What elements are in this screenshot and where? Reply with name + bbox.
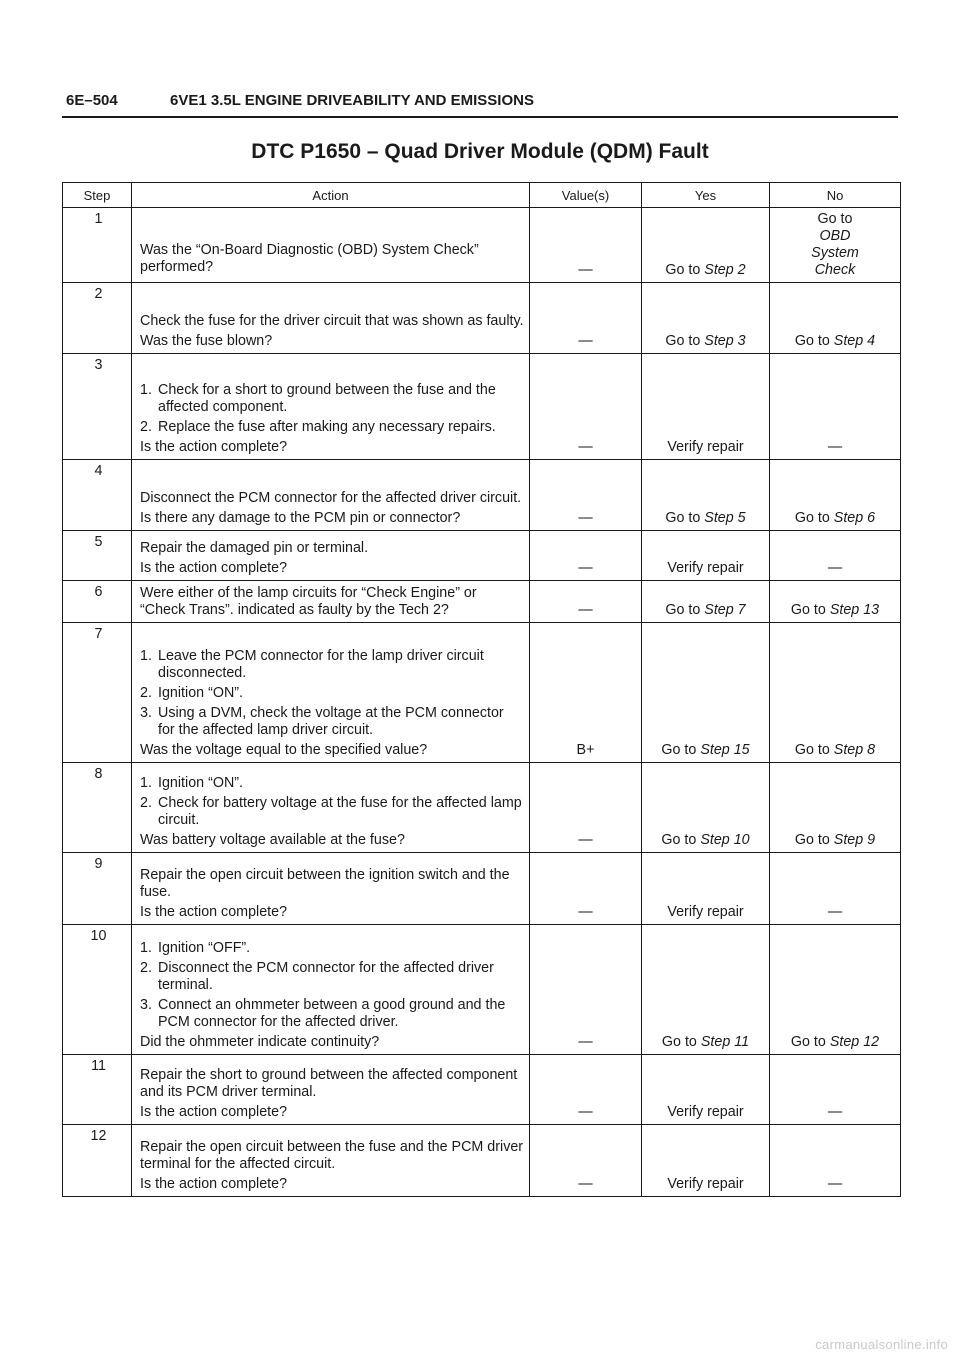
value-cell: —: [530, 1055, 642, 1125]
list-item-text: Connect an ohmmeter between a good ground and the PCM connector for the affected driver.: [158, 997, 506, 1030]
action-text: Repair the open circuit between the fuse and the PCM driver terminal for the affected circuit.: [140, 1139, 524, 1172]
no-cell: [770, 763, 901, 853]
action-question: Is the action complete?: [140, 904, 288, 920]
step-link: Step 6: [833, 510, 876, 526]
no-cell: —: [770, 1125, 901, 1197]
action-list-item: [140, 960, 524, 994]
action-question: Is the action complete?: [140, 1104, 288, 1120]
step-link: Step 15: [700, 742, 750, 758]
table-body: [63, 208, 901, 1197]
table-row: [63, 460, 901, 531]
action-question: Was battery voltage available at the fuse?: [140, 832, 405, 848]
step-link: Step 4: [833, 333, 876, 349]
list-item-number: 2.: [140, 960, 152, 976]
action-cell: [132, 531, 530, 581]
go-to-label: Go to: [790, 602, 826, 618]
action-cell: [132, 763, 530, 853]
action-question: Is the action complete?: [140, 1176, 288, 1192]
action-question: Was the fuse blown?: [140, 333, 273, 349]
page-title: DTC P1650 – Quad Driver Module (QDM) Fault: [251, 140, 709, 163]
value-cell: —: [530, 763, 642, 853]
table-row: [63, 208, 901, 283]
list-item-text: Check for a short to ground between the fuse and the affected component.: [158, 382, 496, 415]
table-header-row: [63, 183, 901, 208]
value-cell: —: [530, 354, 642, 460]
column-header-action: Action: [132, 183, 530, 208]
list-item-text: Replace the fuse after making any necessary repairs.: [158, 419, 496, 435]
table-row: [63, 531, 901, 581]
no-cell: [770, 623, 901, 763]
action-list-item: [140, 705, 524, 739]
step-link: Step 5: [704, 510, 746, 526]
list-item-text: Check for battery voltage at the fuse for the affected lamp circuit.: [158, 795, 522, 828]
step-link: Step 8: [833, 742, 876, 758]
no-cell: [770, 283, 901, 354]
action-cell: [132, 283, 530, 354]
watermark: carmanualsonline.info: [815, 1337, 948, 1352]
action-text: Repair the open circuit between the ignition switch and the fuse.: [140, 867, 510, 900]
go-to-label: Go to: [665, 510, 701, 526]
no-cell: —: [770, 853, 901, 925]
action-list-item: [140, 775, 524, 792]
step-number: 10: [63, 925, 132, 1055]
step-number: 2: [63, 283, 132, 354]
action-cell: [132, 460, 530, 531]
go-to-label: Go to: [661, 742, 697, 758]
no-cell: [770, 925, 901, 1055]
page-number: 6E–504: [66, 92, 118, 109]
no-cell: —: [770, 531, 901, 581]
go-to-label: Go to: [665, 262, 701, 278]
list-item-text: Disconnect the PCM connector for the affected driver terminal.: [158, 960, 494, 993]
yes-cell: [642, 763, 770, 853]
action-cell: [132, 925, 530, 1055]
value-cell: —: [530, 208, 642, 283]
yes-cell: Verify repair: [642, 1125, 770, 1197]
go-to-label: Go to: [794, 832, 830, 848]
go-to-label: Go to: [794, 742, 830, 758]
action-text: Check the fuse for the driver circuit that was shown as faulty.: [140, 313, 524, 329]
go-to-label: Go to: [661, 832, 697, 848]
step-number: 1: [63, 208, 132, 283]
yes-cell: Verify repair: [642, 531, 770, 581]
go-to-label: Go to: [794, 333, 830, 349]
no-cell: [770, 581, 901, 623]
list-item-number: 1.: [140, 648, 152, 664]
no-cell: —: [770, 354, 901, 460]
value-cell: —: [530, 581, 642, 623]
step-number: 12: [63, 1125, 132, 1197]
table-row: [63, 853, 901, 925]
table-row: [63, 1125, 901, 1197]
value-cell: —: [530, 925, 642, 1055]
step-link: Step 12: [829, 1034, 880, 1050]
list-item-text: Using a DVM, check the voltage at the PCM connector for the affected lamp driver circuit.: [158, 705, 504, 738]
column-header-step: Step: [63, 183, 132, 208]
yes-cell: [642, 925, 770, 1055]
table-row: [63, 1055, 901, 1125]
action-question: Were either of the lamp circuits for “Check Engine” or “Check Trans”. indicated as faulty by the Tech 2?: [140, 585, 477, 618]
table-row: [63, 283, 901, 354]
diagnostic-table: [62, 182, 901, 1197]
yes-cell: [642, 283, 770, 354]
action-question: Is there any damage to the PCM pin or connector?: [140, 510, 461, 526]
go-to-label: Go to: [790, 1034, 826, 1050]
action-cell: [132, 1055, 530, 1125]
table-row: [63, 763, 901, 853]
list-item-number: 3.: [140, 705, 152, 721]
column-header-no: No: [770, 183, 901, 208]
yes-cell: [642, 460, 770, 531]
column-header-values: Value(s): [530, 183, 642, 208]
go-to-label: Go to: [794, 510, 830, 526]
yes-cell: Verify repair: [642, 354, 770, 460]
table-row: [63, 925, 901, 1055]
list-item-text: Ignition “ON”.: [158, 685, 244, 701]
step-number: 11: [63, 1055, 132, 1125]
step-link: Step 3: [704, 333, 746, 349]
action-cell: [132, 623, 530, 763]
section-title: 6VE1 3.5L ENGINE DRIVEABILITY AND EMISSIONS: [170, 92, 534, 109]
step-link: Step 7: [704, 602, 746, 618]
step-link: Check: [814, 262, 856, 278]
step-link: System: [811, 245, 859, 261]
action-list-item: [140, 940, 524, 957]
table-row: [63, 354, 901, 460]
yes-cell: Verify repair: [642, 1055, 770, 1125]
go-to-label: Go to: [661, 1034, 697, 1050]
yes-cell: Verify repair: [642, 853, 770, 925]
action-cell: [132, 1125, 530, 1197]
step-link: Step 2: [704, 262, 746, 278]
list-item-number: 1.: [140, 775, 152, 791]
value-cell: —: [530, 283, 642, 354]
list-item-number: 2.: [140, 419, 152, 435]
list-item-number: 1.: [140, 940, 152, 956]
value-cell: —: [530, 460, 642, 531]
value-cell: —: [530, 853, 642, 925]
value-cell: —: [530, 531, 642, 581]
go-to-label: Go to: [817, 211, 853, 227]
yes-cell: [642, 623, 770, 763]
list-item-number: 3.: [140, 997, 152, 1013]
step-link: OBD: [819, 228, 851, 244]
step-link: Step 11: [700, 1034, 750, 1050]
list-item-number: 2.: [140, 795, 152, 811]
go-to-label: Go to: [665, 602, 701, 618]
page-header: [62, 90, 898, 118]
table-row: [63, 581, 901, 623]
action-text: Disconnect the PCM connector for the affected driver circuit.: [140, 490, 522, 506]
action-list-item: [140, 795, 524, 829]
list-item-number: 2.: [140, 685, 152, 701]
action-question: Was the voltage equal to the specified value?: [140, 742, 428, 758]
action-question: Did the ohmmeter indicate continuity?: [140, 1034, 380, 1050]
step-number: 3: [63, 354, 132, 460]
step-number: 4: [63, 460, 132, 531]
yes-cell: [642, 581, 770, 623]
list-item-number: 1.: [140, 382, 152, 398]
step-link: Step 9: [833, 832, 876, 848]
no-cell: [770, 460, 901, 531]
action-cell: [132, 853, 530, 925]
action-cell: [132, 208, 530, 283]
action-list-item: [140, 419, 524, 436]
no-cell: —: [770, 1055, 901, 1125]
value-cell: B+: [530, 623, 642, 763]
step-number: 6: [63, 581, 132, 623]
action-question: Is the action complete?: [140, 439, 288, 455]
column-header-yes: Yes: [642, 183, 770, 208]
action-list-item: [140, 685, 524, 702]
no-cell: [770, 208, 901, 283]
action-list-item: [140, 648, 524, 682]
action-cell: [132, 581, 530, 623]
step-number: 8: [63, 763, 132, 853]
go-to-label: Go to: [665, 333, 701, 349]
action-list-item: [140, 997, 524, 1031]
list-item-text: Ignition “OFF”.: [158, 940, 251, 956]
action-question: Is the action complete?: [140, 560, 288, 576]
step-number: 5: [63, 531, 132, 581]
action-text: Repair the short to ground between the affected component and its PCM driver terminal.: [140, 1067, 518, 1100]
action-list-item: [140, 382, 524, 416]
value-cell: —: [530, 1125, 642, 1197]
step-link: Step 13: [829, 602, 880, 618]
step-link: Step 10: [700, 832, 750, 848]
step-number: 9: [63, 853, 132, 925]
action-text: Repair the damaged pin or terminal.: [140, 540, 369, 556]
yes-cell: [642, 208, 770, 283]
action-cell: [132, 354, 530, 460]
table-row: [63, 623, 901, 763]
list-item-text: Leave the PCM connector for the lamp driver circuit disconnected.: [158, 648, 484, 681]
action-text: Was the “On-Board Diagnostic (OBD) System Check” performed?: [140, 242, 479, 275]
step-number: 7: [63, 623, 132, 763]
list-item-text: Ignition “ON”.: [158, 775, 244, 791]
